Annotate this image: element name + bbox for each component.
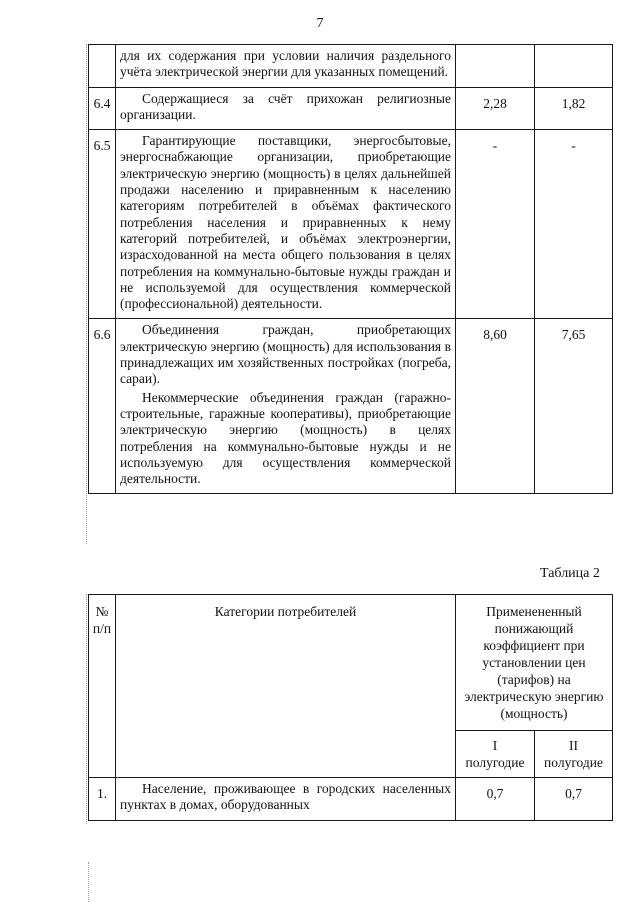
table-row bbox=[89, 319, 613, 494]
header-number-symbol: № bbox=[95, 604, 109, 619]
second-half-value: 7,65 bbox=[535, 319, 613, 494]
row-description-text: Некоммерческие объединения граждан (гаражно-строительные, гаражные кооперативы), приобретающие электрическую энергию (мощность) в целях потребления на коммунально-бытовые нужды и не используемую для осуществления коммерческой деятельности. bbox=[120, 389, 451, 487]
row-description-text: Объединения граждан, приобретающих электрическую энергию (мощность) для использования в принадлежащих им хозяйственных постройках (погреба, сараи). bbox=[120, 322, 451, 387]
first-half-value: - bbox=[456, 130, 535, 319]
header-first-half-label: полугодие bbox=[465, 755, 525, 770]
table-row bbox=[89, 778, 613, 821]
header-category: Категории потребителей bbox=[116, 595, 456, 778]
first-half-value: 0,7 bbox=[456, 778, 535, 821]
first-half-value bbox=[456, 45, 535, 88]
header-number-label: п/п bbox=[92, 621, 112, 636]
row-description-text: Население, проживающее в городских населенных пунктах в домах, оборудованных bbox=[120, 781, 451, 813]
tariff-table-1 bbox=[88, 44, 613, 494]
table-row bbox=[89, 45, 613, 88]
table-row bbox=[89, 130, 613, 319]
row-description-text: Гарантирующие поставщики, энергосбытовые, энергоснабжающие организации, приобретающие электрическую энергию (мощность) в целях дальнейшей продажи населению и приравненным к населению категориям потребителей в объёмах фактического потребления населения и приравненных к нему категорий потребителей, и объёмах электроэнергии, израсходованной на места общего пользования в целях потребления на коммунально-бытовые нужды граждан и не используемой для осуществления коммерческой (профессиональной) деятельности. bbox=[120, 133, 451, 312]
row-description bbox=[116, 130, 456, 319]
scan-artifact bbox=[86, 594, 87, 824]
second-half-value: 0,7 bbox=[535, 778, 613, 821]
row-number: 1. bbox=[89, 778, 116, 821]
table-row bbox=[89, 87, 613, 130]
header-first-half-roman: I bbox=[492, 738, 498, 753]
row-number: 6.5 bbox=[89, 130, 116, 319]
header-second-half-label: полугодие bbox=[544, 755, 603, 770]
second-half-value bbox=[535, 45, 613, 88]
row-number bbox=[89, 45, 116, 88]
header-second-half bbox=[535, 731, 613, 778]
tariff-table-2 bbox=[88, 594, 613, 821]
row-description bbox=[116, 319, 456, 494]
first-half-value: 8,60 bbox=[456, 319, 535, 494]
page-number: 7 bbox=[316, 16, 324, 31]
row-number: 6.6 bbox=[89, 319, 116, 494]
row-description bbox=[116, 87, 456, 130]
row-number: 6.4 bbox=[89, 87, 116, 130]
second-half-value: 1,82 bbox=[535, 87, 613, 130]
first-half-value: 2,28 bbox=[456, 87, 535, 130]
scan-artifact bbox=[88, 862, 89, 902]
header-row bbox=[89, 595, 613, 731]
row-description-text: для их содержания при условии наличия раздельного учёта электрической энергии для указанных помещений. bbox=[120, 48, 451, 80]
header-coefficient: Применененный понижающий коэффициент при установлении цен (тарифов) на электрическую энергию (мощность) bbox=[456, 595, 613, 731]
header-first-half bbox=[456, 731, 535, 778]
second-half-value: - bbox=[535, 130, 613, 319]
table-caption: Таблица 2 bbox=[540, 566, 600, 581]
scan-artifact bbox=[86, 44, 87, 544]
row-description-text: Содержащиеся за счёт прихожан религиозные организации. bbox=[120, 90, 451, 122]
row-description bbox=[116, 778, 456, 821]
header-second-half-roman: II bbox=[569, 738, 578, 753]
row-description bbox=[116, 45, 456, 88]
header-number bbox=[89, 595, 116, 778]
